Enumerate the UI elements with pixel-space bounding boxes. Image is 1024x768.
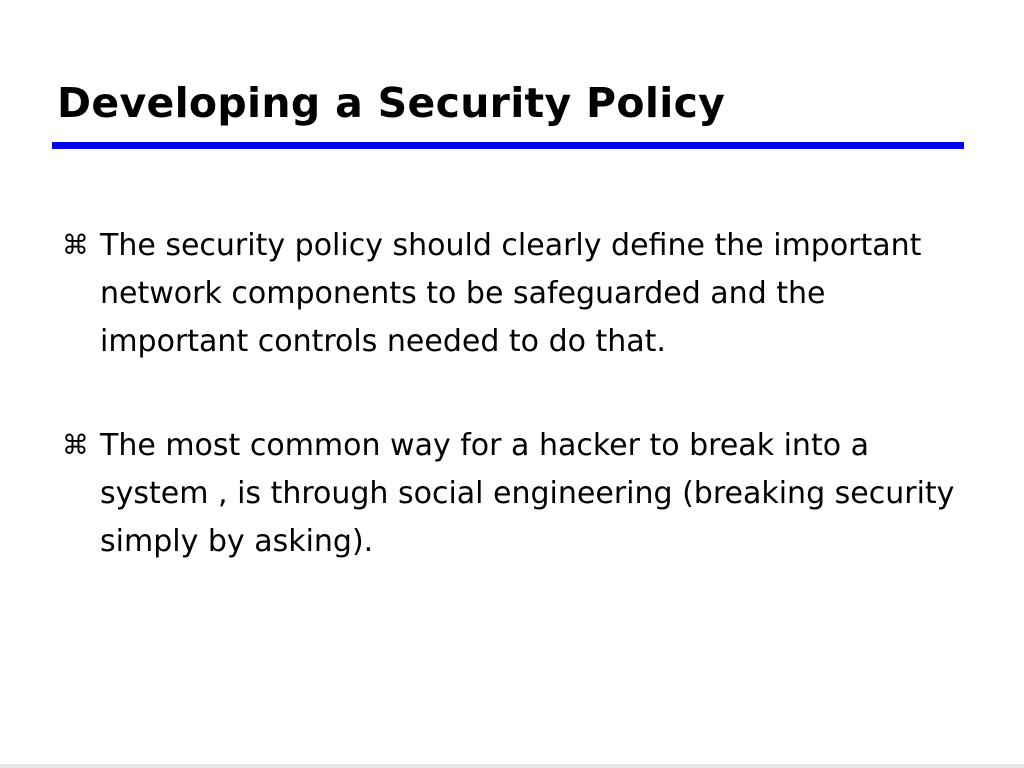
bullet-marker-icon: ⌘: [62, 230, 89, 261]
bullet-item: [62, 422, 962, 566]
bottom-border: [0, 764, 1024, 768]
bullet-text: The security policy should clearly define the important network components to be safeguarded and the important controls needed to do that.: [100, 228, 922, 359]
title-underline: [52, 142, 964, 149]
bullet-list: [62, 222, 962, 622]
bullet-text: The most common way for a hacker to break into a system , is through social engineering (breaking security simply by asking).: [100, 428, 955, 559]
bullet-marker-icon: ⌘: [62, 430, 89, 461]
slide-title: Developing a Security Policy: [57, 79, 726, 127]
bullet-item: [62, 222, 962, 366]
